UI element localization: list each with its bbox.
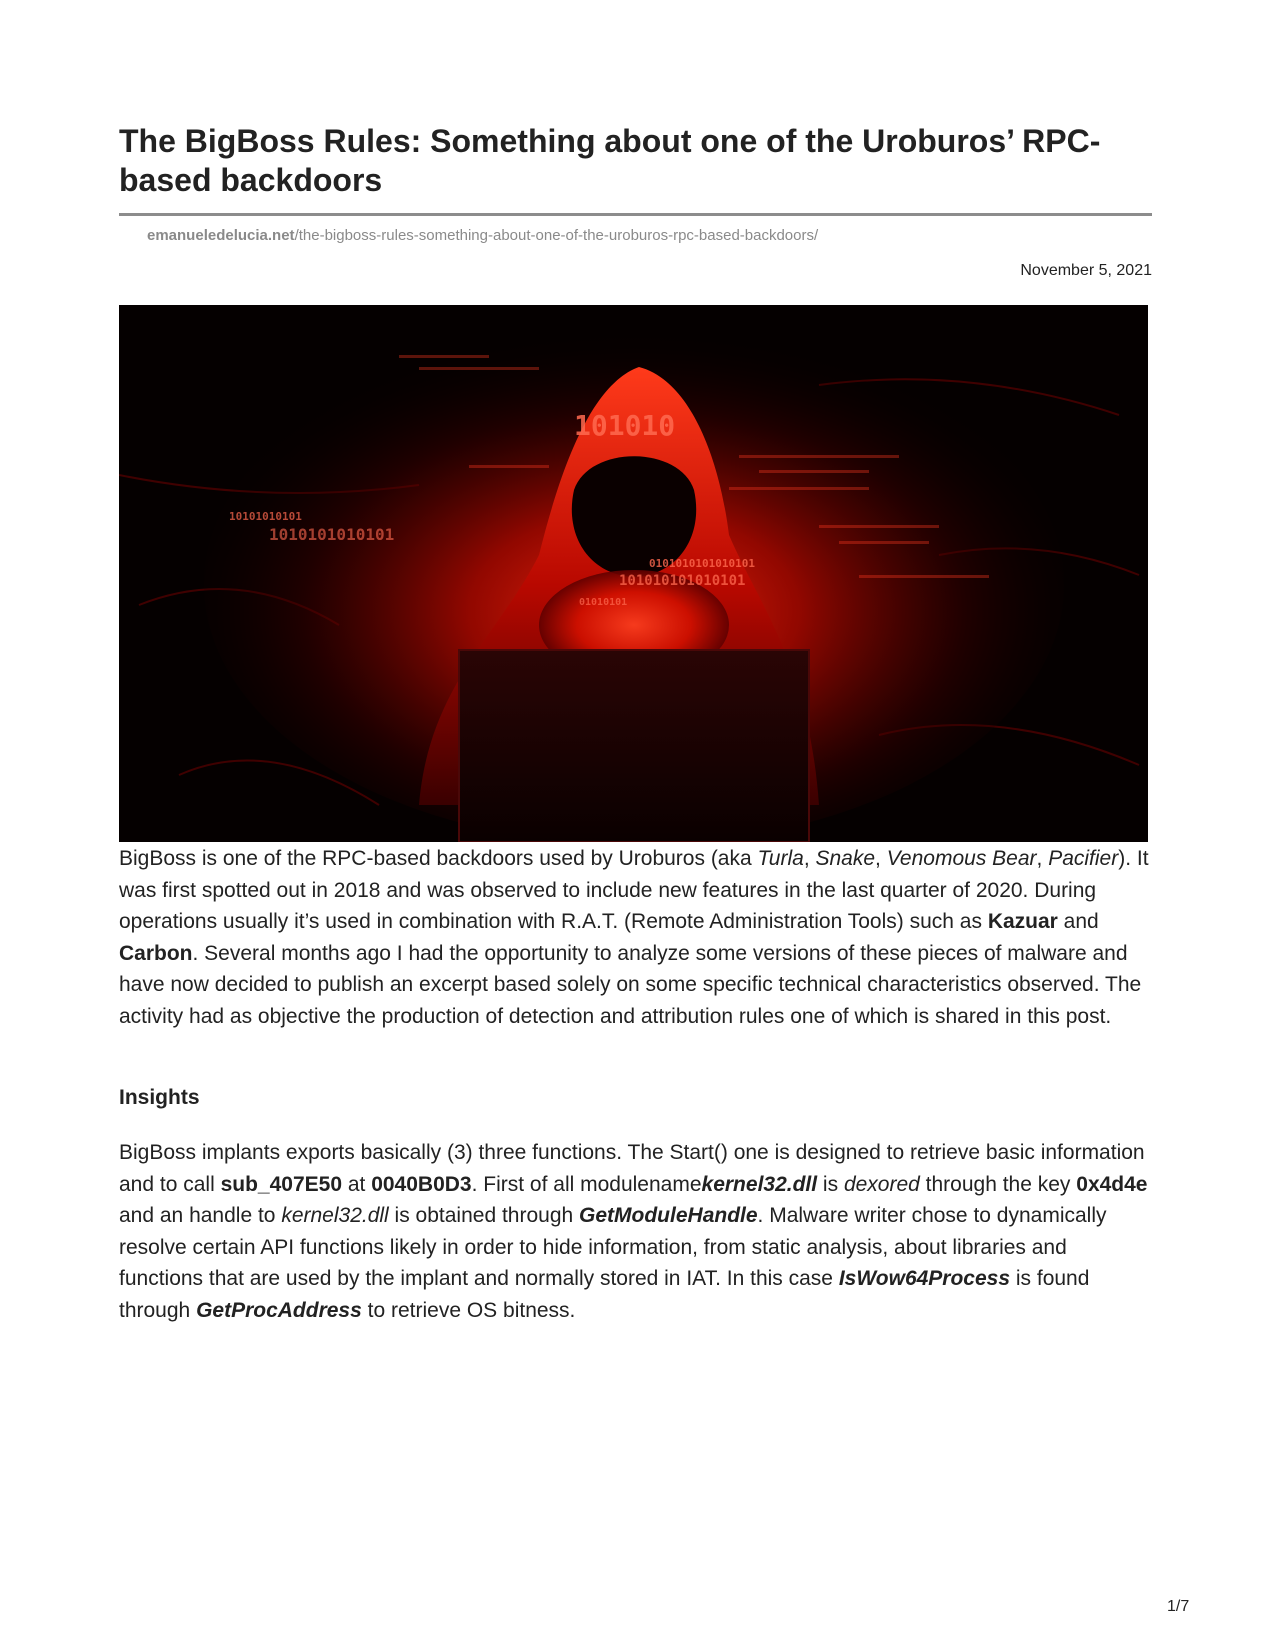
binary-text: 0101010101010101: [649, 557, 755, 570]
module-name: kernel32.dll: [701, 1172, 818, 1196]
binary-text: 101010101010101: [619, 573, 746, 589]
alias-turla: Turla: [757, 847, 804, 870]
insights-paragraph: BigBoss implants exports basically (3) three functions. The Start() one is designed to retrieve basic information and to call sub_407E50 at 0040B0D3. First of all modulenamekernel32.dll is dexored through the key 0x4d4e and an handle to kernel32.dll is obtained through GetModuleHandle. Malware writer chose to dynamically resolve certain API functions likely in order to hide information, from static analysis, about libraries and functions that are used by the implant and normally stored in IAT. In this case IsWow64Process is found through GetProcAddress to retrieve OS bitness.: [119, 1141, 1148, 1322]
module-name-italic: kernel32.dll: [281, 1204, 389, 1227]
address-value: 0040B0D3: [371, 1172, 472, 1196]
page-number: 1/7: [1167, 1598, 1190, 1615]
binary-text: 01010101: [579, 597, 628, 608]
binary-text: 10101010101: [229, 510, 302, 523]
binary-text: 101010: [574, 409, 676, 442]
alias-venomous-bear: Venomous Bear: [886, 847, 1037, 870]
insights-heading: Insights: [119, 1086, 200, 1109]
binary-text: 1010101010101: [269, 525, 395, 544]
alias-snake: Snake: [815, 847, 876, 870]
function-name: sub_407E50: [220, 1172, 342, 1196]
malware-carbon: Carbon: [119, 941, 193, 965]
alias-pacifier: Pacifier: [1048, 847, 1119, 870]
malware-kazuar: Kazuar: [987, 910, 1058, 933]
intro-paragraph: BigBoss is one of the RPC-based backdoors used by Uroburos (aka Turla, Snake, Venomous Bear, Pacifier). It was first spotted out in 2018 and was observed to include new features in the last quarter of 2020. During operations usually it’s used in combination with R.A.T. (Remote Administration Tools) such as Kazuar and Carbon. Several months ago I had the opportunity to analyze some versions of these pieces of malware and have now decided to publish an excerpt based solely on some specific technical characteristics observed. The activity had as objective the production of detection and attribution rules one of which is shared in this post.: [119, 847, 1149, 1028]
hero-illustration: [119, 305, 1148, 842]
api-getprocaddress: GetProcAddress: [196, 1298, 362, 1322]
api-iswow64process: IsWow64Process: [838, 1267, 1011, 1290]
source-path[interactable]: /the-bigboss-rules-something-about-one-of-the-uroburos-rpc-based-backdoors/: [294, 227, 819, 244]
source-url[interactable]: [147, 227, 818, 245]
hooded-hacker-image: [119, 305, 1148, 842]
article-title: The BigBoss Rules: Something about one of the Uroburos’ RPC-based backdoors: [119, 123, 1101, 198]
api-getmodulehandle: GetModuleHandle: [579, 1204, 758, 1227]
xor-key: 0x4d4e: [1076, 1172, 1148, 1196]
source-domain[interactable]: emanueledelucia.net: [147, 227, 295, 244]
publish-date: November 5, 2021: [1020, 262, 1152, 279]
dexored-term: dexored: [843, 1172, 920, 1196]
title-divider: [119, 213, 1152, 216]
